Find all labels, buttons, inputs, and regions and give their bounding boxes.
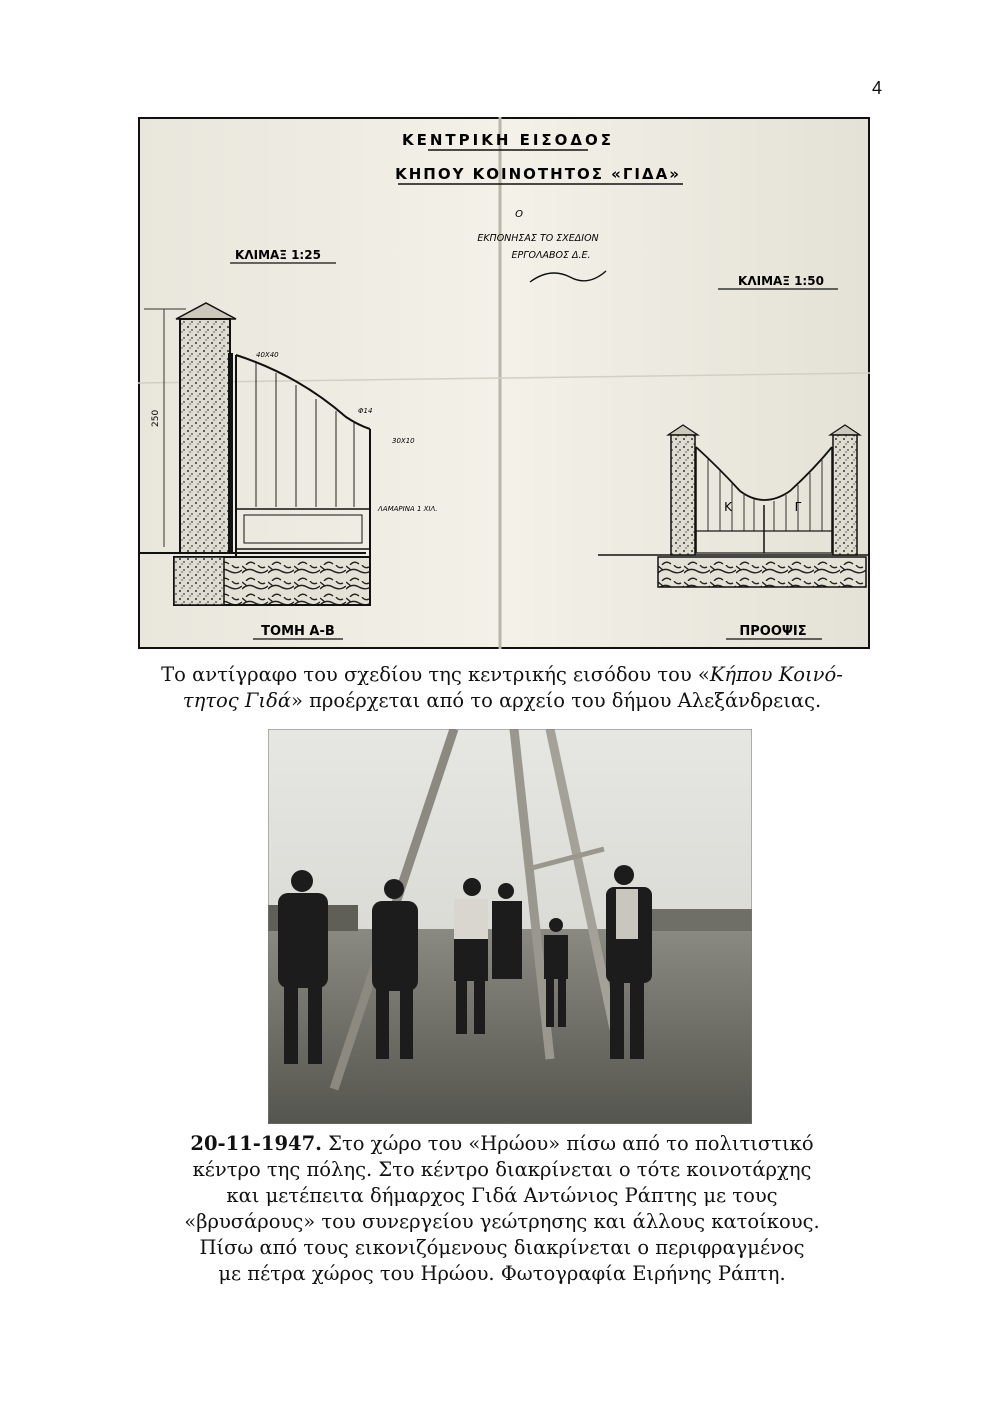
dim-frame: 30X10 xyxy=(392,437,415,445)
plan-caption-line2-italic: τητος Γιδά xyxy=(182,689,291,712)
dim-bar: Φ14 xyxy=(358,407,373,415)
historical-photo xyxy=(268,729,752,1124)
photo-caption-line5: Πίσω από τους εικονιζόμενους διακρίνεται ο περιφραγμένος xyxy=(199,1236,805,1259)
photo-caption-line4: «βρυσάρους» του συνεργείου γεώτρησης και άλλους κατοίκους. xyxy=(184,1210,820,1233)
photo-caption-line6: με πέτρα χώρος του Ηρώου. Φωτογραφία Ειρήνης Ράπτη. xyxy=(218,1262,786,1285)
dim-post: 40X40 xyxy=(256,351,279,359)
plan-sign-line2: ΕΡΓΟΛΑΒΟΣ Δ.Ε. xyxy=(511,250,591,261)
gate-plan-svg xyxy=(138,117,870,649)
label-section: ΤΟΜΗ Α-Β xyxy=(261,624,335,639)
photo-caption xyxy=(140,1131,864,1287)
plan-scale-right: ΚΛΙΜΑΞ 1:50 xyxy=(738,274,824,288)
plan-caption-line1-italic: Κήπου Κοινό- xyxy=(709,663,843,686)
gate-letter-right: Γ xyxy=(794,500,802,514)
plan-sign-o: Ο xyxy=(515,209,523,220)
label-elevation: ΠΡΟΟΨΙΣ xyxy=(739,624,807,639)
photo-caption-date: 20-11-1947. xyxy=(190,1132,322,1155)
plan-caption-line2-suffix: » προέρχεται από το αρχείο του δήμου Αλεξάνδρειας. xyxy=(290,689,822,712)
plan-sign-line1: ΕΚΠΟΝΗΣΑΣ ΤΟ ΣΧΕΔΙΟΝ xyxy=(477,233,599,244)
plan-title-1: ΚΕΝΤΡΙΚΗ ΕΙΣΟΔΟΣ xyxy=(401,131,615,149)
plan-title-2: ΚΗΠΟΥ ΚΟΙΝΟΤΗΤΟΣ «ΓΙΔΑ» xyxy=(395,165,681,183)
plan-caption xyxy=(120,662,884,714)
dim-height: 250 xyxy=(151,409,161,427)
photo-caption-line2: κέντρο της πόλης. Στο κέντρο διακρίνεται ο τότε κοινοτάρχης xyxy=(192,1158,812,1181)
photo-svg xyxy=(268,729,752,1124)
dim-sheet: ΛΑΜΑΡΙΝΑ 1 ΧΙΛ. xyxy=(378,505,438,513)
photo-caption-line1: Στο χώρο του «Ηρώου» πίσω από το πολιτιστικό xyxy=(321,1132,814,1155)
plan-scale-left: ΚΛΙΜΑΞ 1:25 xyxy=(235,248,321,262)
photo-caption-line3: και μετέπειτα δήμαρχος Γιδά Αντώνιος Ράπτης με τους xyxy=(226,1184,778,1207)
page-number: 4 xyxy=(872,78,883,98)
plan-caption-line1-prefix: Το αντίγραφο του σχεδίου της κεντρικής εισόδου του « xyxy=(161,663,710,686)
gate-plan-drawing xyxy=(138,117,870,649)
gate-letter-left: Κ xyxy=(724,500,732,514)
